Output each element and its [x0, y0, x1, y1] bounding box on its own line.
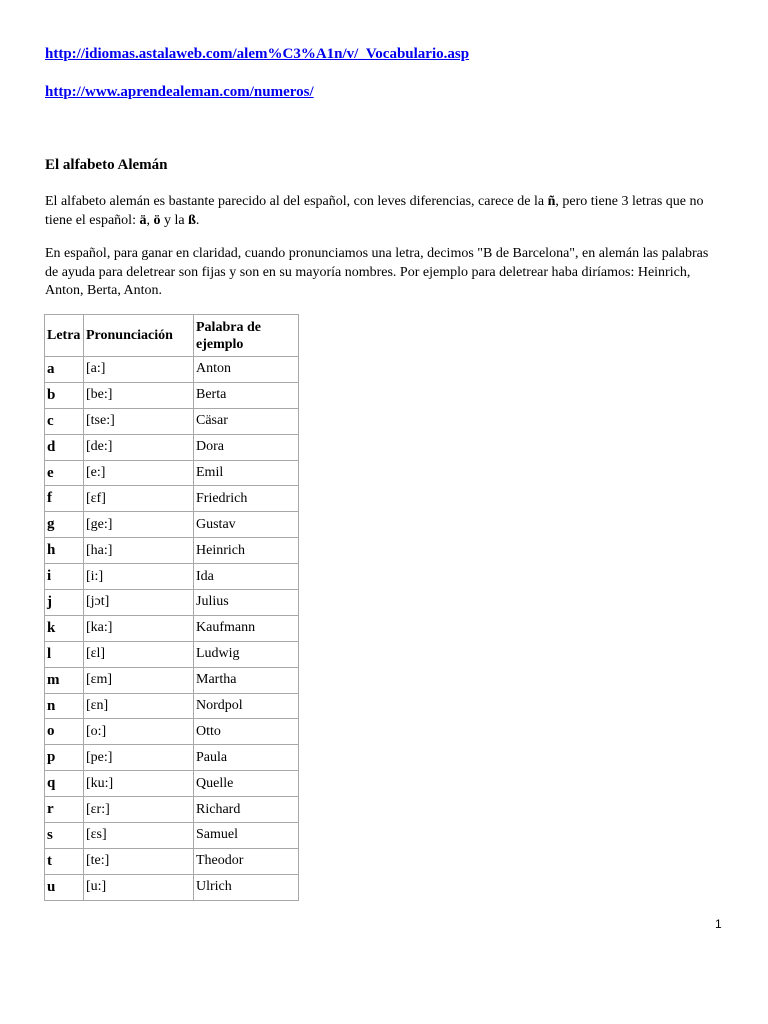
cell-example-word: Berta	[194, 382, 299, 408]
cell-pronunciation: [tse:]	[84, 408, 194, 434]
cell-pronunciation: [ku:]	[84, 771, 194, 797]
intro-text-part: y la	[160, 212, 189, 228]
cell-pronunciation: [te:]	[84, 848, 194, 874]
cell-pronunciation: [ha:]	[84, 538, 194, 564]
table-row	[45, 797, 299, 823]
cell-letter: e	[45, 460, 84, 486]
spelling-paragraph: En español, para ganar en claridad, cuando pronunciamos una letra, decimos "B de Barcelona", en alemán las palabras de ayuda para deletrear son fijas y son en su mayoría nombres. Por ejemplo para deletrear haba diríamos: Heinrich, Anton, Berta, Anton.	[45, 246, 709, 298]
table-row	[45, 408, 299, 434]
table-row	[45, 615, 299, 641]
link-aprendealeman-numeros[interactable]: http://www.aprendealeman.com/numeros/	[45, 84, 314, 100]
cell-pronunciation: [jɔt]	[84, 590, 194, 616]
table-row	[45, 434, 299, 460]
cell-example-word: Quelle	[194, 771, 299, 797]
cell-letter: a	[45, 357, 84, 383]
cell-example-word: Friedrich	[194, 486, 299, 512]
cell-letter: u	[45, 874, 84, 900]
cell-letter: l	[45, 641, 84, 667]
table-row	[45, 564, 299, 590]
cell-example-word: Nordpol	[194, 693, 299, 719]
cell-example-word: Julius	[194, 590, 299, 616]
cell-pronunciation: [pe:]	[84, 745, 194, 771]
cell-example-word: Dora	[194, 434, 299, 460]
intro-text-part: .	[195, 212, 200, 228]
cell-pronunciation: [ka:]	[84, 615, 194, 641]
cell-example-word: Martha	[194, 667, 299, 693]
cell-pronunciation: [ɛf]	[84, 486, 194, 512]
cell-pronunciation: [a:]	[84, 357, 194, 383]
cell-example-word: Cäsar	[194, 408, 299, 434]
table-row	[45, 667, 299, 693]
cell-letter: b	[45, 382, 84, 408]
cell-letter: j	[45, 590, 84, 616]
intro-text-part: ,	[146, 212, 154, 228]
table-row	[45, 693, 299, 719]
cell-pronunciation: [ɛr:]	[84, 797, 194, 823]
table-row	[45, 512, 299, 538]
cell-example-word: Gustav	[194, 512, 299, 538]
cell-example-word: Theodor	[194, 848, 299, 874]
cell-pronunciation: [ge:]	[84, 512, 194, 538]
cell-letter: g	[45, 512, 84, 538]
table-row	[45, 538, 299, 564]
bold-letter-a-umlaut: ä	[139, 212, 147, 228]
link-astalaweb-vocabulario[interactable]: http://idiomas.astalaweb.com/alem%C3%A1n/v/_Vocabulario.asp	[45, 46, 470, 62]
header-palabra-ejemplo: Palabra de ejemplo	[194, 315, 299, 357]
cell-letter: m	[45, 667, 84, 693]
cell-letter: t	[45, 848, 84, 874]
alphabet-table	[44, 314, 299, 901]
cell-example-word: Ludwig	[194, 641, 299, 667]
cell-pronunciation: [de:]	[84, 434, 194, 460]
cell-pronunciation: [o:]	[84, 719, 194, 745]
header-pronunciacion: Pronunciación	[84, 315, 194, 357]
cell-letter: i	[45, 564, 84, 590]
table-header-row	[45, 315, 299, 357]
cell-example-word: Anton	[194, 357, 299, 383]
cell-pronunciation: [i:]	[84, 564, 194, 590]
table-row	[45, 486, 299, 512]
table-row	[45, 641, 299, 667]
cell-letter: q	[45, 771, 84, 797]
cell-letter: n	[45, 693, 84, 719]
intro-text-part: , pero tiene 3 letras que no tiene el español:	[45, 194, 704, 228]
cell-example-word: Richard	[194, 797, 299, 823]
table-row	[45, 382, 299, 408]
table-row	[45, 745, 299, 771]
cell-example-word: Kaufmann	[194, 615, 299, 641]
table-row	[45, 771, 299, 797]
cell-letter: k	[45, 615, 84, 641]
cell-letter: h	[45, 538, 84, 564]
cell-example-word: Heinrich	[194, 538, 299, 564]
cell-pronunciation: [ɛn]	[84, 693, 194, 719]
table-row	[45, 719, 299, 745]
cell-letter: c	[45, 408, 84, 434]
bold-letter-n: ñ	[547, 194, 556, 209]
table-row	[45, 848, 299, 874]
cell-pronunciation: [ɛs]	[84, 823, 194, 849]
cell-example-word: Emil	[194, 460, 299, 486]
cell-pronunciation: [ɛl]	[84, 641, 194, 667]
cell-example-word: Otto	[194, 719, 299, 745]
section-heading: El alfabeto Alemán	[45, 157, 168, 173]
cell-example-word: Ida	[194, 564, 299, 590]
bold-letter-o-umlaut: ö	[153, 212, 161, 228]
cell-example-word: Paula	[194, 745, 299, 771]
page-number: 1	[715, 917, 722, 931]
table-row	[45, 460, 299, 486]
cell-pronunciation: [be:]	[84, 382, 194, 408]
bold-letter-eszett: ß	[188, 212, 196, 228]
intro-text-part: El alfabeto alemán es bastante parecido al del español, con leves diferencias, carece de la	[45, 194, 548, 209]
cell-example-word: Samuel	[194, 823, 299, 849]
alphabet-table-body	[45, 357, 299, 901]
table-row	[45, 874, 299, 900]
cell-pronunciation: [ɛm]	[84, 667, 194, 693]
cell-letter: f	[45, 486, 84, 512]
cell-example-word: Ulrich	[194, 874, 299, 900]
cell-letter: r	[45, 797, 84, 823]
cell-letter: p	[45, 745, 84, 771]
cell-letter: d	[45, 434, 84, 460]
cell-letter: o	[45, 719, 84, 745]
table-row	[45, 357, 299, 383]
cell-pronunciation: [u:]	[84, 874, 194, 900]
table-row	[45, 823, 299, 849]
intro-paragraph	[45, 193, 725, 230]
cell-pronunciation: [e:]	[84, 460, 194, 486]
table-row	[45, 590, 299, 616]
header-letra: Letra	[45, 315, 84, 357]
cell-letter: s	[45, 823, 84, 849]
